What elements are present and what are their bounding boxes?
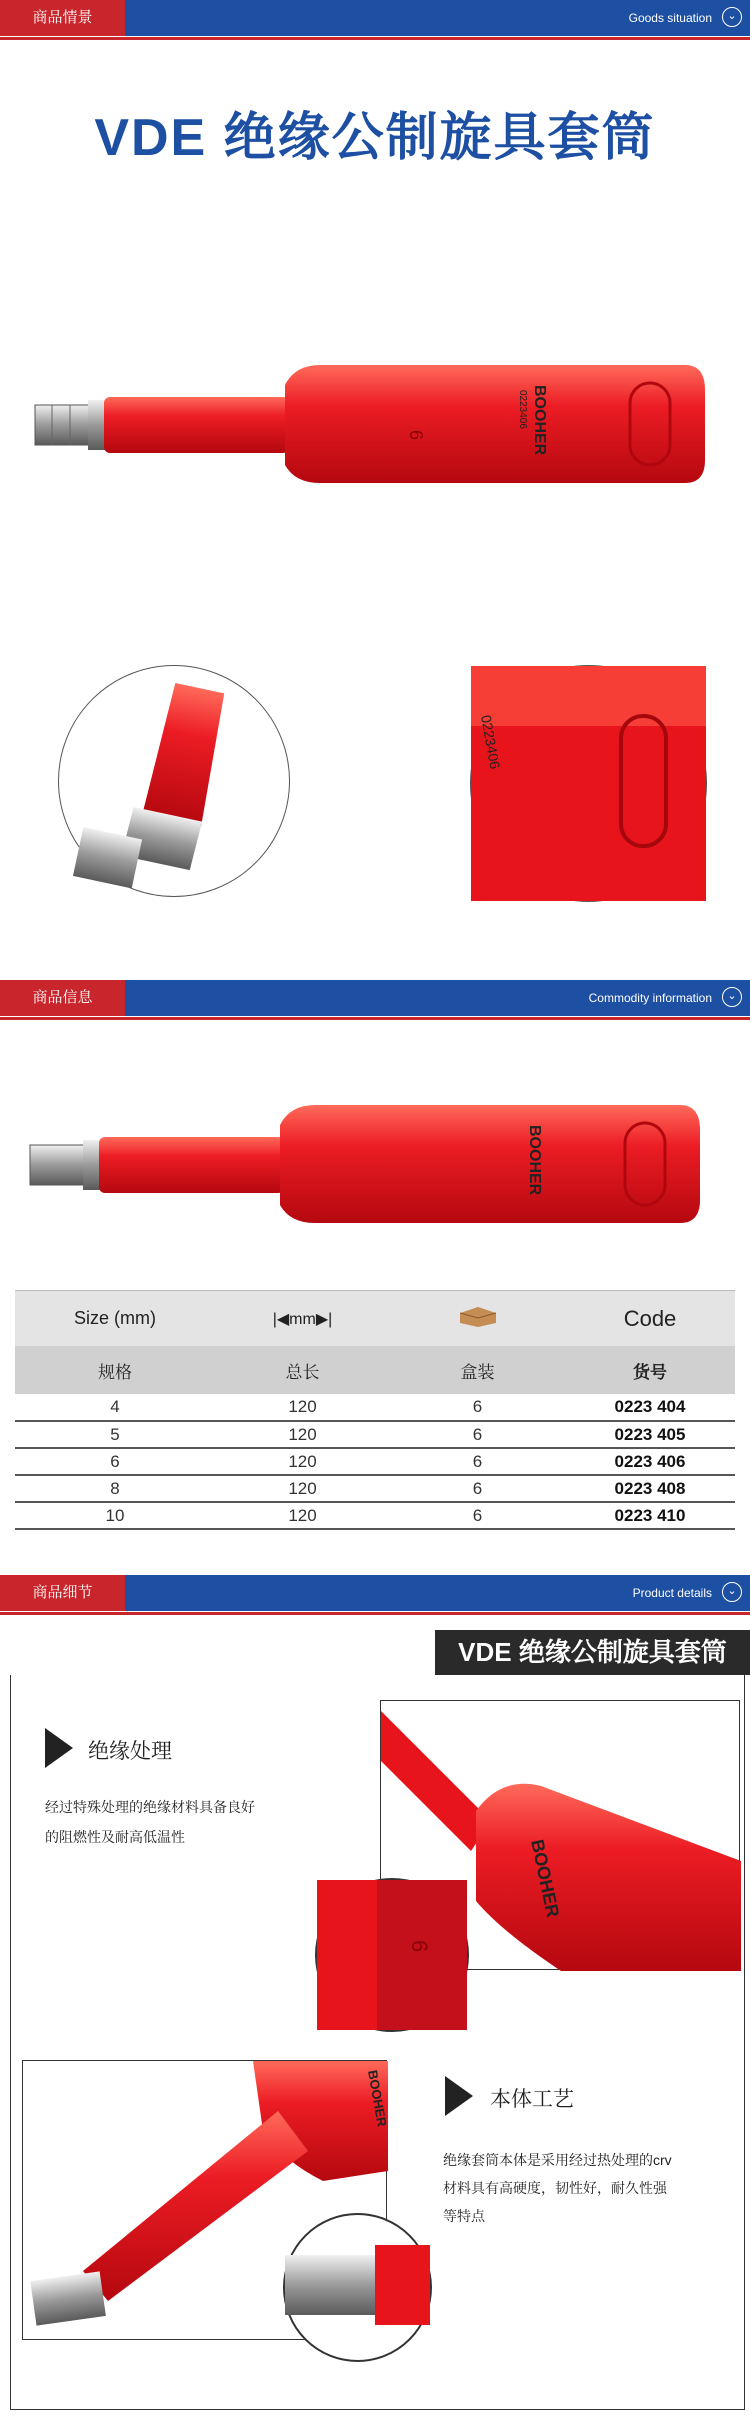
table-row: 6 120 6 0223 406	[15, 1448, 735, 1475]
section-subtitle: Commodity information	[588, 991, 712, 1005]
brand-mark: BOOHER	[365, 2068, 390, 2128]
feature-title: 绝缘处理	[88, 1740, 172, 1763]
arrow-icon	[45, 1728, 73, 1768]
header-size: Size (mm)	[74, 1308, 156, 1328]
feature-text: 绝缘套筒本体是采用经过热处理的crv	[443, 2152, 672, 2168]
section-subtitle: Goods situation	[628, 11, 712, 25]
table-row: 4 120 6 0223 404	[15, 1394, 735, 1421]
feature-text: 经过特殊处理的绝缘材料具备良好	[45, 1799, 255, 1815]
zoom-part-mark: 0223406	[478, 713, 504, 771]
header-code: Code	[623, 1305, 677, 1331]
chevron-down-icon[interactable]: ⌄	[722, 1582, 742, 1602]
header-length: |◀mm▶|	[272, 1310, 333, 1328]
size-mark: 6	[407, 1940, 432, 1953]
brand-mark: BOOHER	[526, 1125, 543, 1196]
zoom-detail-marking	[470, 665, 707, 902]
zoom-detail-hex	[283, 2213, 432, 2362]
detail-title-bar: VDE 绝缘公制旋具套筒	[435, 1630, 750, 1675]
table-header-1	[15, 1290, 735, 1346]
product-image-main	[30, 345, 720, 495]
table-header-2	[15, 1346, 735, 1394]
box-icon	[390, 1305, 565, 1332]
feature-text: 的阻燃性及耐高低温性	[45, 1829, 185, 1845]
brand-mark: BOOHER	[527, 1837, 564, 1920]
spec-table-body	[15, 1394, 735, 1530]
zoom-detail-collar	[315, 1878, 469, 2032]
section-subtitle: Product details	[632, 1586, 712, 1600]
section-label: 商品信息	[0, 980, 125, 1016]
feature-text: 等特点	[443, 2208, 485, 2224]
feature-text: 材料具有高硬度，韧性好，耐久性强	[443, 2180, 667, 2196]
chevron-down-icon[interactable]: ⌄	[722, 7, 742, 27]
part-mark: 0223406	[517, 390, 528, 429]
col-length: 总长	[285, 1362, 320, 1382]
table-row: 5 120 6 0223 405	[15, 1421, 735, 1448]
table-row: 10 120 6 0223 410	[15, 1502, 735, 1529]
product-image-info	[20, 1085, 720, 1235]
page-title: VDE 绝缘公制旋具套筒	[94, 109, 656, 167]
col-spec: 规格	[98, 1362, 132, 1382]
section-label: 商品细节	[0, 1575, 125, 1611]
arrow-icon	[445, 2076, 473, 2116]
section-header-goods-situation	[0, 0, 750, 36]
size-mark: 6	[406, 430, 426, 441]
chevron-down-icon[interactable]: ⌄	[722, 987, 742, 1007]
section-header-commodity-information	[0, 980, 750, 1016]
spec-table	[15, 1290, 735, 1530]
section-header-product-details	[0, 1575, 750, 1611]
section-label: 商品情景	[0, 0, 125, 36]
col-box: 盒装	[460, 1362, 495, 1382]
table-row: 8 120 6 0223 408	[15, 1475, 735, 1502]
brand-mark: BOOHER	[531, 385, 548, 456]
feature-title: 本体工艺	[490, 2088, 574, 2111]
zoom-detail-tip	[58, 665, 290, 897]
col-code: 货号	[633, 1362, 667, 1382]
